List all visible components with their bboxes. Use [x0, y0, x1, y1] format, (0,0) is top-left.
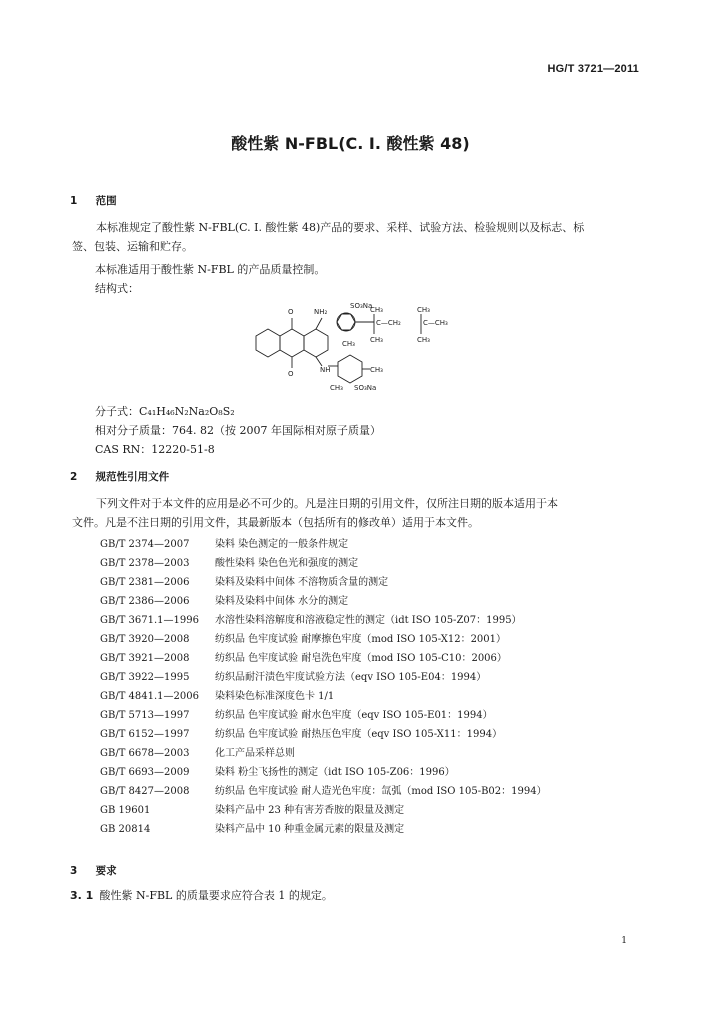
reference-code: GB/T 6693—2009 — [100, 767, 190, 778]
chem-label-so3na-bottom: SO₃Na — [354, 384, 377, 392]
scope-applicability: 本标准适用于酸性紫 N-FBL 的产品质量控制。 — [95, 263, 326, 276]
molecular-mass: 相对分子质量：764. 82（按 2007 年国际相对原子质量） — [95, 424, 381, 437]
reference-code: GB/T 3922—1995 — [100, 672, 190, 683]
reference-code: GB/T 6678—2003 — [100, 748, 190, 759]
reference-item — [100, 725, 660, 744]
chem-label-ch3-ring2: CH₃ — [370, 366, 383, 374]
chem-label-nh: NH — [320, 366, 331, 374]
reference-code: GB/T 3921—2008 — [100, 653, 190, 664]
reference-code: GB/T 2381—2006 — [100, 577, 190, 588]
reference-title: 纺织品 色牢度试验 耐人造光色牢度：氙弧（mod ISO 105-B02：1994） — [215, 786, 547, 797]
reference-title: 纺织品 色牢度试验 耐水色牢度（eqv ISO 105-E01：1994） — [215, 710, 493, 721]
reference-title: 染料及染料中间体 水分的测定 — [215, 596, 349, 607]
reference-item — [100, 801, 660, 820]
reference-item — [100, 611, 660, 630]
chem-label-ch2-chain: C—CH₂ — [376, 319, 401, 327]
reference-code: GB/T 3920—2008 — [100, 634, 190, 645]
reference-code: GB/T 5713—1997 — [100, 710, 190, 721]
section-2-title: 规范性引用文件 — [95, 471, 170, 483]
reference-title: 纺织品 色牢度试验 耐摩擦色牢度（mod ISO 105-X12：2001） — [215, 634, 507, 645]
reference-title: 染料产品中 10 种重金属元素的限量及测定 — [215, 824, 405, 835]
reference-title: 酸性染料 染色色光和强度的测定 — [215, 558, 359, 569]
requirement-3-1 — [70, 887, 333, 903]
chem-label-ch3-d: CH₃ — [417, 336, 430, 344]
reference-code: GB/T 2386—2006 — [100, 596, 190, 607]
reference-item — [100, 649, 660, 668]
document-title: 酸性紫 N-FBL(C. I. 酸性紫 48) — [231, 134, 470, 153]
chem-label-c-ch3: C—CH₃ — [423, 319, 448, 327]
scope-para-line2: 签、包装、运输和贮存。 — [72, 240, 193, 253]
chem-label-ch3-b: CH₃ — [417, 306, 430, 314]
reference-item — [100, 782, 660, 801]
reference-item — [100, 630, 660, 649]
reference-item — [100, 554, 660, 573]
reference-item — [100, 668, 660, 687]
chem-label-o-top: O — [288, 308, 294, 316]
references-intro-line1: 下列文件对于本文件的应用是必不可少的。凡是注日期的引用文件，仅所注日期的版本适用于本 — [96, 497, 558, 510]
reference-item — [100, 573, 660, 592]
reference-title: 纺织品 色牢度试验 耐皂洗色牢度（mod ISO 105-C10：2006） — [215, 653, 507, 664]
reference-item — [100, 744, 660, 763]
reference-code: GB/T 2378—2003 — [100, 558, 190, 569]
cas-number: CAS RN：12220-51-8 — [95, 443, 215, 456]
reference-code: GB/T 6152—1997 — [100, 729, 190, 740]
reference-item — [100, 535, 660, 554]
structural-formula — [246, 294, 466, 394]
reference-code: GB/T 4841.1—2006 — [100, 691, 199, 702]
reference-code: GB/T 2374—2007 — [100, 539, 190, 550]
section-1-number: 1 — [70, 195, 78, 207]
reference-item — [100, 763, 660, 782]
reference-title: 化工产品采样总则 — [215, 748, 295, 759]
requirement-3-1-number: 3. 1 — [70, 889, 94, 902]
chem-label-so3na-top: SO₃Na — [350, 302, 373, 310]
reference-code: GB 19601 — [100, 805, 151, 816]
page-number: 1 — [621, 936, 627, 946]
reference-title: 染料产品中 23 种有害芳香胺的限量及测定 — [215, 805, 405, 816]
section-3-number: 3 — [70, 865, 78, 877]
reference-title: 纺织品 色牢度试验 耐热压色牢度（eqv ISO 105-X11：1994） — [215, 729, 503, 740]
section-2-heading — [70, 469, 169, 484]
reference-title: 纺织品耐汗渍色牢度试验方法（eqv ISO 105-E04：1994） — [215, 672, 487, 683]
reference-code: GB 20814 — [100, 824, 151, 835]
reference-item — [100, 820, 660, 839]
reference-title: 染料 染色测定的一般条件规定 — [215, 539, 349, 550]
molecular-formula: 分子式：C₄₁H₄₆N₂Na₂O₈S₂ — [95, 405, 235, 418]
structure-label: 结构式： — [95, 282, 139, 295]
chem-label-ch3-ring1: CH₃ — [342, 340, 355, 348]
section-3-heading — [70, 863, 117, 878]
section-1-title: 范围 — [95, 195, 117, 207]
section-2-number: 2 — [70, 471, 78, 483]
reference-code: GB/T 3671.1—1996 — [100, 615, 199, 626]
reference-title: 染料 粉尘飞扬性的测定（idt ISO 105-Z06：1996） — [215, 767, 455, 778]
reference-title: 水溶性染料溶解度和溶液稳定性的测定（idt ISO 105-Z07：1995） — [215, 615, 522, 626]
scope-para-line1: 本标准规定了酸性紫 N-FBL(C. I. 酸性紫 48)产品的要求、采样、试验方法、检验规则以及标志、标 — [96, 221, 585, 234]
section-1-heading — [70, 193, 117, 208]
standard-code: HG/T 3721—2011 — [547, 63, 639, 75]
chem-label-ch3-c: CH₃ — [370, 336, 383, 344]
references-intro-line2: 文件。凡是不注日期的引用文件，其最新版本（包括所有的修改单）适用于本文件。 — [72, 516, 479, 529]
chem-label-ch3-a: CH₃ — [370, 306, 383, 314]
reference-item — [100, 706, 660, 725]
requirement-3-1-text: 酸性紫 N-FBL 的质量要求应符合表 1 的规定。 — [99, 889, 333, 902]
chem-label-ch3-ring3: CH₃ — [330, 384, 343, 392]
section-3-title: 要求 — [95, 865, 117, 877]
chem-label-o-bottom: O — [288, 370, 294, 378]
reference-code: GB/T 8427—2008 — [100, 786, 190, 797]
chem-label-nh2: NH₂ — [314, 308, 328, 316]
reference-item — [100, 592, 660, 611]
reference-title: 染料染色标准深度色卡 1/1 — [215, 691, 335, 702]
reference-title: 染料及染料中间体 不溶物质含量的测定 — [215, 577, 389, 588]
reference-item — [100, 687, 660, 706]
reference-list — [100, 535, 660, 839]
